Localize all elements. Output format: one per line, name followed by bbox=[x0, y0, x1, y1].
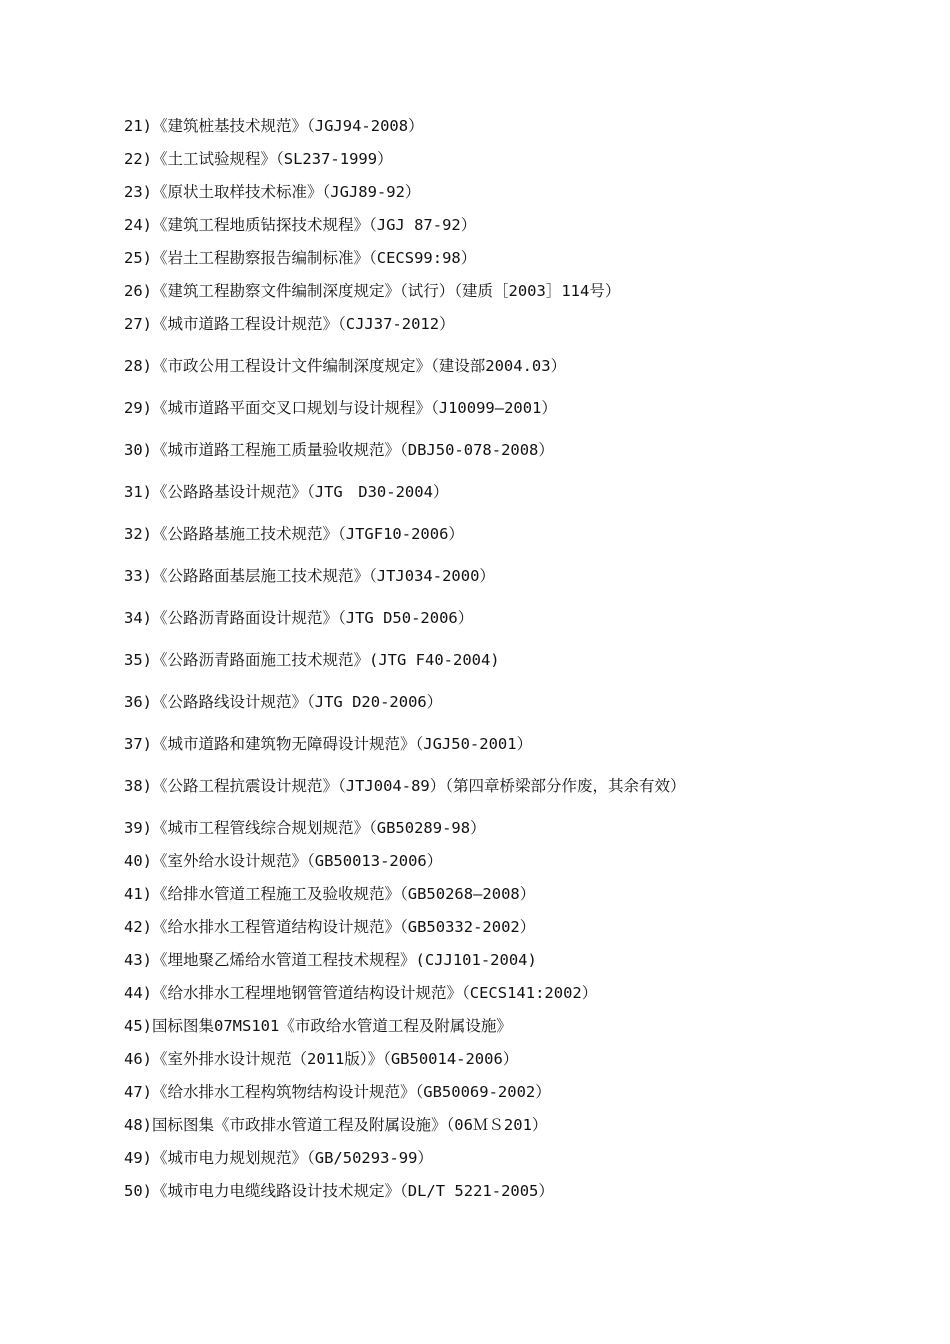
list-item: 21)《建筑桩基技术规范》（JGJ94-2008） bbox=[124, 117, 424, 135]
list-item: 22)《土工试验规程》（SL237-1999） bbox=[124, 150, 393, 168]
list-item: 34)《公路沥青路面设计规范》（JTG D50-2006） bbox=[124, 609, 474, 627]
list-item: 50)《城市电力电缆线路设计技术规定》（DL/T 5221-2005） bbox=[124, 1182, 554, 1200]
list-item: 28)《市政公用工程设计文件编制深度规定》（建设部2004.03） bbox=[124, 357, 567, 375]
list-item: 24)《建筑工程地质钻探技术规程》（JGJ 87-92） bbox=[124, 216, 477, 234]
list-item: 47)《给水排水工程构筑物结构设计规范》（GB50069-2002） bbox=[124, 1083, 551, 1101]
list-item: 48)国标图集《市政排水管道工程及附属设施》（06ＭＳ201） bbox=[124, 1116, 548, 1134]
list-item: 38)《公路工程抗震设计规范》（JTJ004-89）（第四章桥梁部分作废，其余有效） bbox=[124, 777, 686, 795]
list-item: 46)《室外排水设计规范（2011版）》（GB50014-2006） bbox=[124, 1050, 519, 1068]
list-item: 41)《给排水管道工程施工及验收规范》（GB50268—2008） bbox=[124, 885, 536, 903]
list-item: 44)《给水排水工程埋地钢管管道结构设计规范》（CECS141:2002） bbox=[124, 984, 598, 1002]
list-item: 27)《城市道路工程设计规范》（CJJ37-2012） bbox=[124, 315, 455, 333]
list-item: 29)《城市道路平面交叉口规划与设计规程》（J10099—2001） bbox=[124, 399, 557, 417]
list-item: 31)《公路路基设计规范》（JTG D30-2004） bbox=[124, 483, 449, 501]
list-item: 35)《公路沥青路面施工技术规范》(JTG F40-2004) bbox=[124, 651, 500, 669]
list-item: 37)《城市道路和建筑物无障碍设计规范》（JGJ50-2001） bbox=[124, 735, 533, 753]
list-item: 40)《室外给水设计规范》（GB50013-2006） bbox=[124, 852, 443, 870]
list-item: 39)《城市工程管线综合规划规范》（GB50289-98） bbox=[124, 819, 486, 837]
list-item: 36)《公路路线设计规范》（JTG D20-2006） bbox=[124, 693, 443, 711]
list-item: 25)《岩土工程勘察报告编制标准》（CECS99:98） bbox=[124, 249, 477, 267]
list-item: 30)《城市道路工程施工质量验收规范》（DBJ50-078-2008） bbox=[124, 441, 554, 459]
list-item: 23)《原状土取样技术标准》（JGJ89-92） bbox=[124, 183, 421, 201]
list-item: 49)《城市电力规划规范》（GB/50293-99） bbox=[124, 1149, 433, 1167]
list-item: 26)《建筑工程勘察文件编制深度规定》（试行）（建质［2003］114号） bbox=[124, 282, 621, 300]
list-item: 32)《公路路基施工技术规范》（JTGF10-2006） bbox=[124, 525, 464, 543]
list-item: 45)国标图集07MS101《市政给水管道工程及附属设施》 bbox=[124, 1017, 512, 1035]
standards-list bbox=[124, 116, 924, 1201]
list-item: 42)《给水排水工程管道结构设计规范》（GB50332-2002） bbox=[124, 918, 536, 936]
list-item: 33)《公路路面基层施工技术规范》（JTJ034-2000） bbox=[124, 567, 495, 585]
list-item: 43)《埋地聚乙烯给水管道工程技术规程》(CJJ101-2004) bbox=[124, 951, 537, 969]
